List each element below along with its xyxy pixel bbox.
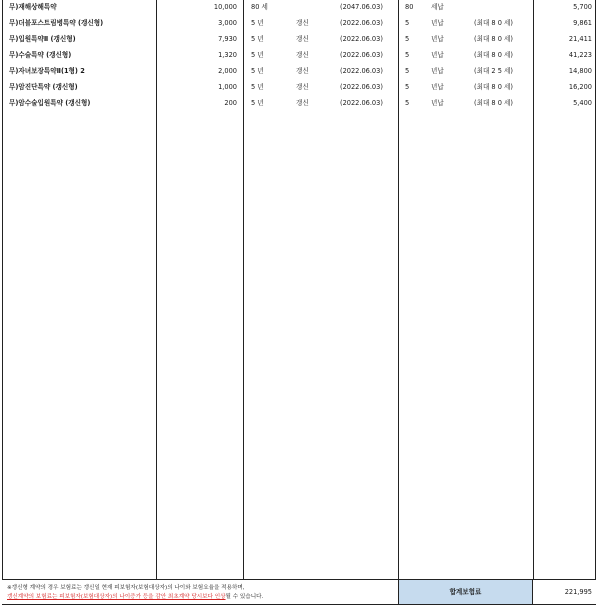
renewal-notice-tail: 될 수 있습니다. [225, 594, 264, 600]
payment-unit: 년납 [431, 83, 444, 91]
payment-unit: 세납 [431, 3, 444, 11]
premium-amount: 5,700 [573, 3, 592, 11]
coverage-period: 5 년 [251, 19, 264, 27]
premium-amount: 16,200 [568, 83, 592, 91]
table-row [0, 63, 600, 79]
table-row [0, 15, 600, 31]
payment-period: 5 [405, 19, 410, 27]
renewal-notice-line1: ※갱신형 계약의 경우 보험료는 갱신일 현재 피보험자(보험대상자)의 나이와 보험요율을 적용하며, [7, 585, 245, 591]
coverage-amount: 7,930 [218, 35, 237, 43]
expiry-date: (2022.06.03) [340, 35, 383, 43]
renewal-type: 갱신 [296, 35, 309, 43]
renewal-type: 갱신 [296, 51, 309, 59]
coverage-amount: 10,000 [213, 3, 237, 11]
max-renewal-age: (최대 8 0 세) [474, 35, 513, 43]
table-row [0, 95, 600, 111]
payment-unit: 년납 [431, 35, 444, 43]
renewal-notice-highlight: 갱신계약의 보험료는 피보험자(보험대상자)의 나이증가 등을 감안 최초계약 당시보다 인상 [7, 594, 226, 600]
coverage-amount: 1,320 [218, 51, 237, 59]
rider-name: 무)암수술입원특약 (갱신형) [9, 99, 91, 107]
rider-name: 무)더블포스트림병특약 (갱신형) [9, 19, 104, 27]
coverage-period: 80 세 [251, 3, 268, 11]
payment-period: 5 [405, 67, 410, 75]
payment-period: 5 [405, 51, 410, 59]
coverage-period: 5 년 [251, 83, 264, 91]
max-renewal-age: (최대 8 0 세) [474, 83, 513, 91]
payment-period: 5 [405, 99, 410, 107]
rider-name: 무)재해상해특약 [9, 3, 57, 11]
max-renewal-age: (최대 8 0 세) [474, 19, 513, 27]
expiry-date: (2022.06.03) [340, 51, 383, 59]
premium-amount: 9,861 [573, 19, 592, 27]
max-renewal-age: (최대 8 0 세) [474, 51, 513, 59]
total-premium-label: 합계보험료 [398, 580, 533, 605]
payment-period: 5 [405, 83, 410, 91]
renewal-type: 갱신 [296, 19, 309, 27]
payment-period: 80 [405, 3, 414, 11]
expiry-date: (2022.06.03) [340, 99, 383, 107]
coverage-amount: 3,000 [218, 19, 237, 27]
expiry-date: (2047.06.03) [340, 3, 383, 11]
table-row [0, 31, 600, 47]
payment-unit: 년납 [431, 99, 444, 107]
coverage-amount: 200 [224, 99, 237, 107]
expiry-date: (2022.06.03) [340, 67, 383, 75]
table-row [0, 79, 600, 95]
rider-name: 무)입원특약Ⅱ (갱신형) [9, 35, 76, 43]
coverage-amount: 1,000 [218, 83, 237, 91]
expiry-date: (2022.06.03) [340, 19, 383, 27]
table-row [0, 0, 600, 15]
coverage-period: 5 년 [251, 67, 264, 75]
expiry-date: (2022.06.03) [340, 83, 383, 91]
payment-unit: 년납 [431, 19, 444, 27]
premium-amount: 14,800 [568, 67, 592, 75]
renewal-type: 갱신 [296, 99, 309, 107]
rider-name: 무)암진단특약 (갱신형) [9, 83, 78, 91]
renewal-type: 갱신 [296, 67, 309, 75]
payment-period: 5 [405, 35, 410, 43]
premium-amount: 5,400 [573, 99, 592, 107]
max-renewal-age: (최대 2 5 세) [474, 67, 513, 75]
max-renewal-age: (최대 8 0 세) [474, 99, 513, 107]
rider-name: 무)자녀보장특약Ⅱ(1형) 2 [9, 67, 85, 75]
renewal-notice [7, 584, 263, 602]
premium-amount: 41,223 [568, 51, 592, 59]
coverage-period: 5 년 [251, 51, 264, 59]
payment-unit: 년납 [431, 67, 444, 75]
coverage-period: 5 년 [251, 35, 264, 43]
coverage-period: 5 년 [251, 99, 264, 107]
table-row [0, 47, 600, 63]
premium-amount: 21,411 [568, 35, 592, 43]
total-premium-value: 221,995 [564, 588, 592, 596]
payment-unit: 년납 [431, 51, 444, 59]
coverage-amount: 2,000 [218, 67, 237, 75]
renewal-type: 갱신 [296, 83, 309, 91]
rider-name: 무)수술특약 (갱신형) [9, 51, 72, 59]
renewal-notice-line2 [7, 593, 263, 602]
